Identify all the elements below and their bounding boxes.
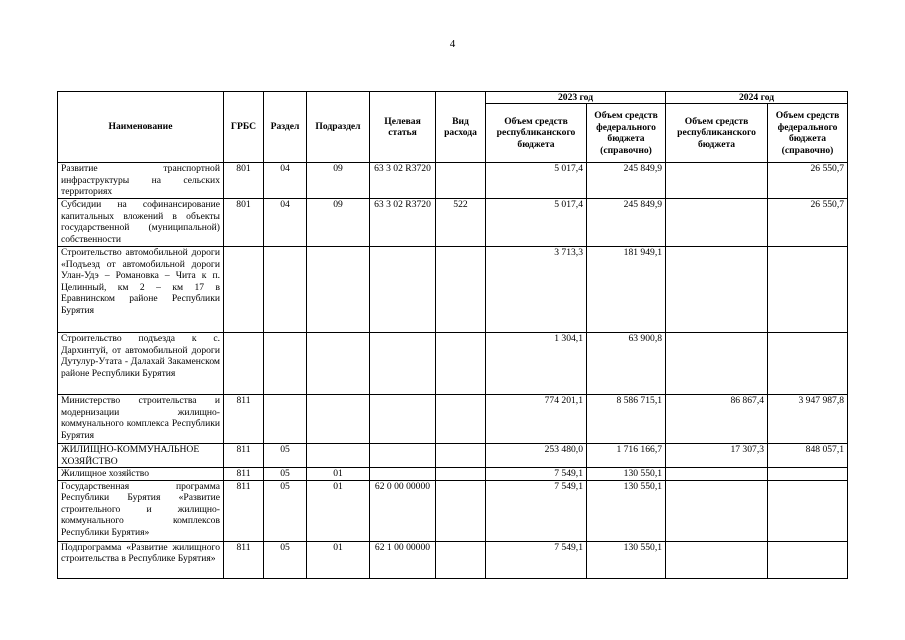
row-2023-rep: 774 201,1 [486, 395, 587, 444]
row-razdel: 05 [264, 468, 307, 481]
row-2024-fed [768, 333, 848, 395]
row-target [370, 395, 436, 444]
row-razdel [264, 333, 307, 395]
row-2024-fed: 848 057,1 [768, 444, 848, 468]
row-2024-fed: 3 947 987,8 [768, 395, 848, 444]
row-target [370, 333, 436, 395]
row-2023-rep: 3 713,3 [486, 247, 587, 333]
row-2024-fed [768, 247, 848, 333]
row-podrazdel [307, 395, 370, 444]
row-2023-fed: 181 949,1 [587, 247, 666, 333]
table-row [58, 541, 848, 578]
header-podrazdel: Подраздел [307, 92, 370, 163]
row-name: Подпрограмма «Развитие жилищного строительства в Республике Бурятия» [58, 541, 224, 578]
row-grbs: 811 [224, 395, 264, 444]
row-name: Жилищное хозяйство [58, 468, 224, 481]
row-target [370, 468, 436, 481]
table-row [58, 395, 848, 444]
row-2024-rep [666, 541, 768, 578]
row-2024-rep [666, 199, 768, 247]
row-name: ЖИЛИЩНО-КОММУНАЛЬНОЕ ХОЗЯЙСТВО [58, 444, 224, 468]
row-2024-rep [666, 480, 768, 541]
row-razdel [264, 247, 307, 333]
row-target: 62 0 00 00000 [370, 480, 436, 541]
header-name: Наименование [58, 92, 224, 163]
row-vid [436, 333, 486, 395]
row-name: Развитие транспортной инфраструктуры на сельских территориях [58, 163, 224, 199]
row-podrazdel: 01 [307, 541, 370, 578]
row-name: Субсидии на софинансирование капитальных вложений в объекты государственной (муниципальной) собственности [58, 199, 224, 247]
row-vid: 522 [436, 199, 486, 247]
row-target [370, 444, 436, 468]
row-grbs: 811 [224, 541, 264, 578]
header-grbs: ГРБС [224, 92, 264, 163]
row-target: 63 3 02 R3720 [370, 163, 436, 199]
row-grbs: 811 [224, 444, 264, 468]
row-razdel: 05 [264, 480, 307, 541]
header-year-2024: 2024 год [666, 92, 848, 104]
row-grbs: 811 [224, 480, 264, 541]
row-2023-fed: 130 550,1 [587, 468, 666, 481]
row-2024-fed [768, 468, 848, 481]
row-2024-rep: 86 867,4 [666, 395, 768, 444]
row-2024-fed [768, 541, 848, 578]
header-2023-rep: Объем средств республиканского бюджета [486, 104, 587, 163]
row-2023-fed: 130 550,1 [587, 541, 666, 578]
row-2024-rep [666, 333, 768, 395]
row-vid [436, 468, 486, 481]
row-razdel: 05 [264, 541, 307, 578]
row-vid [436, 395, 486, 444]
row-2024-rep [666, 163, 768, 199]
header-2024-rep: Объем средств республиканского бюджета [666, 104, 768, 163]
row-2024-fed: 26 550,7 [768, 163, 848, 199]
row-2024-rep [666, 468, 768, 481]
row-2023-fed: 8 586 715,1 [587, 395, 666, 444]
row-grbs: 801 [224, 199, 264, 247]
row-razdel: 05 [264, 444, 307, 468]
row-2023-fed: 245 849,9 [587, 163, 666, 199]
header-2023-fed: Объем средств федерального бюджета (справочно) [587, 104, 666, 163]
table-row [58, 480, 848, 541]
header-row-years [58, 92, 848, 104]
row-2023-rep: 7 549,1 [486, 480, 587, 541]
row-podrazdel: 01 [307, 468, 370, 481]
row-grbs [224, 333, 264, 395]
row-2023-rep: 5 017,4 [486, 163, 587, 199]
table-row [58, 199, 848, 247]
row-grbs: 811 [224, 468, 264, 481]
row-name: Государственная программа Республики Бурятия «Развитие строительного и жилищно-коммунального комплексов Республики Бурятия» [58, 480, 224, 541]
row-vid [436, 541, 486, 578]
row-podrazdel [307, 333, 370, 395]
row-podrazdel: 09 [307, 199, 370, 247]
row-2024-fed [768, 480, 848, 541]
row-2023-rep: 7 549,1 [486, 541, 587, 578]
row-2023-fed: 1 716 166,7 [587, 444, 666, 468]
header-target: Целевая статья [370, 92, 436, 163]
row-2023-fed: 245 849,9 [587, 199, 666, 247]
row-2023-rep: 7 549,1 [486, 468, 587, 481]
row-podrazdel: 09 [307, 163, 370, 199]
row-target: 62 1 00 00000 [370, 541, 436, 578]
table-row [58, 163, 848, 199]
page-number: 4 [449, 38, 456, 50]
row-grbs: 801 [224, 163, 264, 199]
row-2024-fed: 26 550,7 [768, 199, 848, 247]
row-razdel: 04 [264, 199, 307, 247]
row-2024-rep: 17 307,3 [666, 444, 768, 468]
row-target [370, 247, 436, 333]
budget-table [57, 91, 848, 579]
row-vid [436, 247, 486, 333]
header-vid: Вид расхода [436, 92, 486, 163]
row-target: 63 3 02 R3720 [370, 199, 436, 247]
row-2023-rep: 1 304,1 [486, 333, 587, 395]
table-row [58, 468, 848, 481]
row-podrazdel: 01 [307, 480, 370, 541]
row-name: Министерство строительства и модернизации жилищно-коммунального комплекса Республики Бурятия [58, 395, 224, 444]
row-name: Строительство подъезда к с. Дархинтуй, от автомобильной дороги Дутулур-Утата - Далахай Закаменском районе Республики Бурятия [58, 333, 224, 395]
row-razdel: 04 [264, 163, 307, 199]
row-2023-fed: 63 900,8 [587, 333, 666, 395]
row-vid [436, 480, 486, 541]
row-name: Строительство автомобильной дороги «Подъезд от автомобильной дороги Улан-Удэ – Романовка – Чита к п. Целинный, км 2 – км 17 в Еравнинском районе Республики Бурятия [58, 247, 224, 333]
row-2023-rep: 253 480,0 [486, 444, 587, 468]
row-2023-fed: 130 550,1 [587, 480, 666, 541]
header-year-2023: 2023 год [486, 92, 666, 104]
table-row [58, 247, 848, 333]
row-razdel [264, 395, 307, 444]
row-2024-rep [666, 247, 768, 333]
header-razdel: Раздел [264, 92, 307, 163]
table-row [58, 333, 848, 395]
row-vid [436, 163, 486, 199]
row-podrazdel [307, 247, 370, 333]
header-2024-fed: Объем средств федерального бюджета (справочно) [768, 104, 848, 163]
row-podrazdel [307, 444, 370, 468]
row-2023-rep: 5 017,4 [486, 199, 587, 247]
row-grbs [224, 247, 264, 333]
table-row [58, 444, 848, 468]
row-vid [436, 444, 486, 468]
